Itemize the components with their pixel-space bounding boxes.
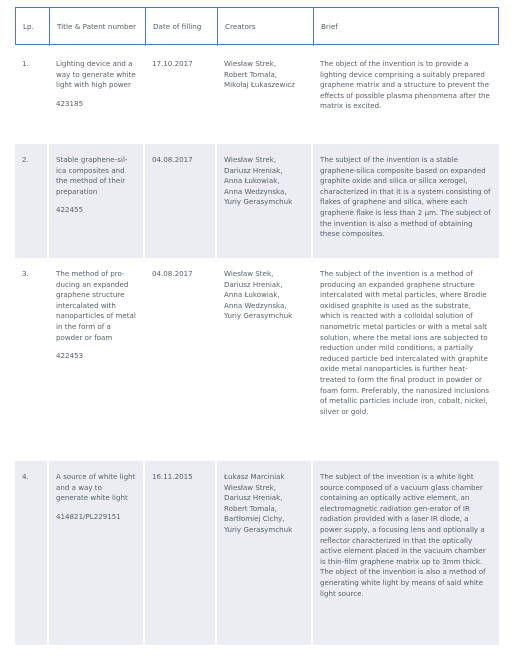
table-row xyxy=(15,144,499,258)
cell-date: 17.10.2017 xyxy=(145,48,217,144)
creator-name: Yuriy Gerasymchuk xyxy=(224,311,293,321)
cell-creators xyxy=(217,48,313,144)
header-lp: Lp. xyxy=(16,8,50,46)
header-brief: Brief xyxy=(321,22,338,31)
creator-name: Mikołaj Łukaszewicz xyxy=(224,80,295,90)
patent-title: Lighting device and a way to generate white light with high power xyxy=(56,59,136,90)
table-row xyxy=(15,258,499,461)
creator-name: Łukasz Marciniak xyxy=(224,472,285,481)
cell-date: 04.08.2017 xyxy=(145,144,217,258)
cell-brief: The subject of the invention is a white light source composed of a vacuum glass chamber containing an optically active element, an electromagnetic radiation gen-erator of IR radiation provided with a laser IR diode, a power supply, a focusing lens and optionally a reflector characterized in that the optically active element placed in the vacuum chamber is thin-film graphene matrix up to 3mm thick. The object of the invention is also a method of generating white light by means of said white light source. xyxy=(320,472,486,598)
cell-title xyxy=(49,144,145,258)
header-date: Date of filling xyxy=(146,8,218,46)
creator-name: Anna Wedzynska, xyxy=(224,300,287,310)
table-row xyxy=(15,461,499,645)
creator-name: Dariusz Hreniak, xyxy=(224,493,283,503)
creator-name: Yuriy Gerasymchuk xyxy=(224,197,293,207)
cell-lp: 4. xyxy=(15,461,49,645)
creator-name: Yuriy Gerasymchuk xyxy=(224,524,293,534)
cell-title xyxy=(49,258,145,461)
cell-brief: The object of the invention is to provide a lighting device comprising a suitably prepared graphene matrix and a structure to prevent the effects of possible plasma phenomena after the matrix is excited. xyxy=(320,59,490,111)
table-row xyxy=(15,48,499,144)
creator-name: Wiesław Stek, xyxy=(224,269,274,278)
creator-name: Anna Wedzynska, xyxy=(224,186,287,196)
creator-name: Robert Tomala, xyxy=(224,503,278,513)
creator-name: Bartłomiej Cichy, xyxy=(224,514,285,524)
creator-name: Robert Tomala, xyxy=(224,69,278,79)
patent-number: 422455 xyxy=(56,205,84,215)
cell-brief: The subject of the invention is a method of producing an expanded graphene structure intercalated with metal particles, where Brodie oxidised graphite is used as the substrate, which is reacted with a colloidal solution of nanometric metal particles or with a metal salt solution, where the metal ions are subjected to reduction under mild conditions, a partially reduced particle bed intercalated with graphite oxide metal nanoparticles is further heat-treated to form the final product in powder or foam form. Preferably, the nanosized inclusions of metallic particles include iron, cobalt, nickel, silver or gold. xyxy=(320,269,490,416)
cell-creators xyxy=(217,461,313,645)
creator-name: Dariusz Hreniak, xyxy=(224,165,283,175)
cell-lp: 1. xyxy=(15,48,49,144)
patent-number: 423185 xyxy=(56,98,84,108)
creator-name: Anna Łukowiak, xyxy=(224,290,280,300)
cell-date: 16.11.2015 xyxy=(145,461,217,645)
creator-name: Wiesław Strek, xyxy=(224,59,277,68)
patent-title: The method of pro-ducing an expanded graphene structure intercalated with nanoparticles of metal in the form of a powder or foam xyxy=(56,269,136,342)
creator-name: Anna Łukowiak, xyxy=(224,176,280,186)
cell-lp: 3. xyxy=(15,258,49,461)
cell-brief: The subject of the invention is a stable graphene-silica composite based on expanded graphite oxide and silica or silica xerogel, characterized in that it is a system consisting of flakes of graphene and silica, where each graphene flake is less than 2 µm. The subject of the invention is also a method of obtaining these composites. xyxy=(320,155,491,239)
patent-title: Stable graphene-sil-ica composites and the method of their preparation xyxy=(56,155,128,196)
cell-lp: 2. xyxy=(15,144,49,258)
patent-number: 422453 xyxy=(56,351,84,361)
cell-creators xyxy=(217,144,313,258)
cell-date: 04.08.2017 xyxy=(145,258,217,461)
cell-creators xyxy=(217,258,313,461)
header-title: Title & Patent number xyxy=(50,8,146,46)
cell-title xyxy=(49,461,145,645)
creator-name: Wiesław Strek, xyxy=(224,482,277,492)
cell-title xyxy=(49,48,145,144)
header-creators: Creators xyxy=(218,8,314,46)
creator-name: Dariusz Hreniak, xyxy=(224,279,283,289)
table-header xyxy=(15,7,499,45)
creator-name: Wiesław Strek, xyxy=(224,155,277,164)
patent-title: A source of white light and a way to generate white light xyxy=(56,472,136,503)
patent-number: 414821/PL229151 xyxy=(56,511,121,521)
